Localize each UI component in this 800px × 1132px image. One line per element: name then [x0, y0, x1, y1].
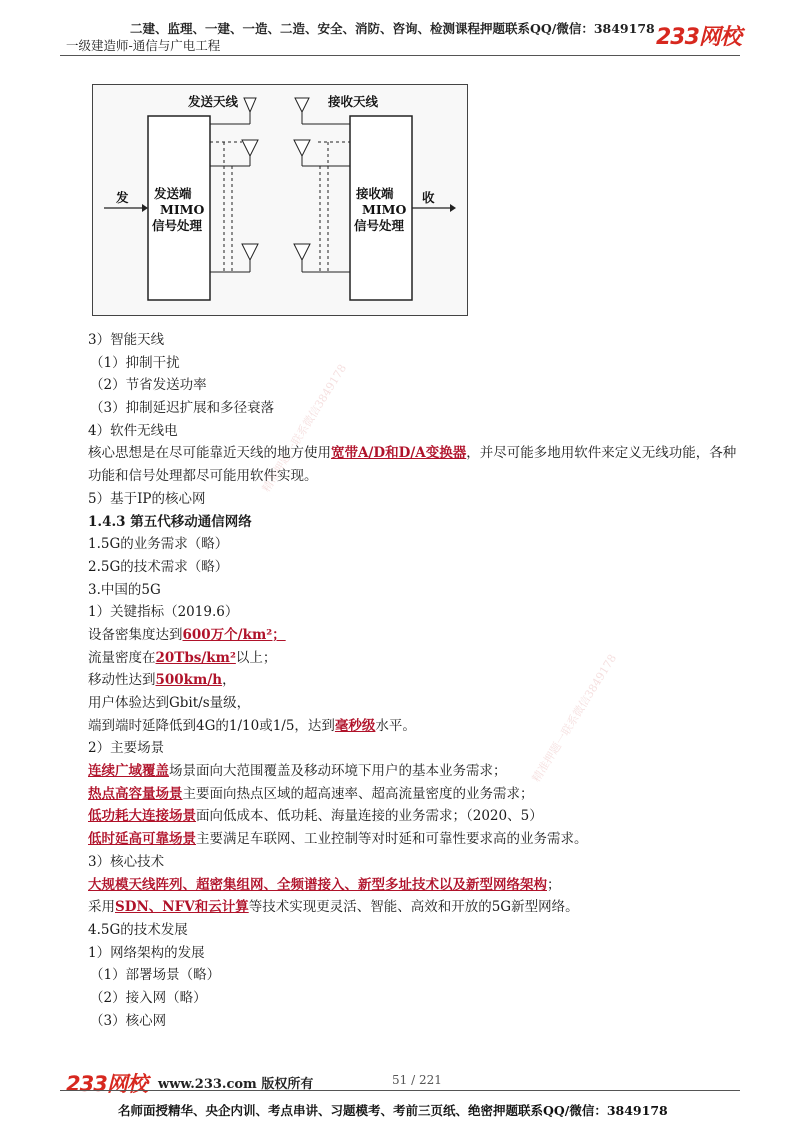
text-line: 2.5G的技术需求（略）: [88, 558, 229, 575]
text-line: 低时延高可靠场景主要满足车联网、工业控制等对时延和可靠性要求高的业务需求。: [88, 831, 588, 848]
highlight: 热点高容量场景: [88, 785, 183, 802]
rx-block-line: MIMO: [362, 202, 407, 217]
footer-site[interactable]: www.233.com 版权所有: [158, 1077, 314, 1092]
header-divider: [60, 55, 740, 56]
text-line: 移动性达到500km/h，: [88, 672, 236, 689]
text-line: （2）接入网（略）: [90, 989, 207, 1006]
footer-divider: [60, 1090, 740, 1091]
text-line: 设备密集度达到600万个/km²；: [88, 626, 286, 643]
highlight: 20Tbs/km²: [155, 649, 236, 666]
header-courses-line: 二建、监理、一建、一造、二造、安全、消防、咨询、检测课程押题联系QQ/微信：3849178: [130, 21, 655, 36]
text-line: 3）智能天线: [88, 332, 165, 348]
paragraph-sdr: 核心思想是在尽可能靠近天线的地方使用宽带A/D和D/A变换器，并尽可能多地用软件来定义无线功能，各种功能和信号处理都尽可能用软件实现。: [88, 445, 737, 485]
watermark: 精准押题一联系微信3849178: [529, 652, 620, 785]
text-line: 3）核心技术: [88, 853, 165, 870]
document-body: [88, 329, 748, 1032]
text-line: 1）关键指标（2019.6）: [88, 604, 239, 621]
text-line: 4.5G的技术发展: [88, 921, 188, 938]
highlight: 大规模天线阵列、超密集组网、全频谱接入、新型多址技术以及新型网络架构: [88, 876, 547, 893]
tx-block-line: MIMO: [160, 202, 205, 217]
text-line: （1）抑制干扰: [90, 354, 180, 371]
tx-block-line: 信号处理: [152, 218, 203, 233]
text-line: 5）基于IP的核心网: [88, 490, 206, 507]
text-line: （3）核心网: [90, 1012, 167, 1029]
text-line: 3.中国的5G: [88, 581, 161, 598]
text-line: （3）抑制延迟扩展和多径衰落: [90, 400, 275, 417]
text-line: 连续广域覆盖场景面向大范围覆盖及移动环境下用户的基本业务需求；: [88, 763, 507, 780]
text-line: 大规模天线阵列、超密集组网、全频谱接入、新型多址技术以及新型网络架构；: [88, 876, 561, 893]
site-logo: 233网校: [656, 25, 741, 50]
highlight: SDN、NFV和云计算: [115, 899, 249, 916]
text-line: 4）软件无线电: [88, 422, 178, 439]
text-line: 用户体验达到Gbit/s量级，: [88, 695, 251, 712]
section-heading: 1.4.3 第五代移动通信网络: [88, 513, 252, 530]
highlight: 低时延高可靠场景: [88, 831, 196, 848]
text-line: 采用SDN、NFV和云计算等技术实现更灵活、智能、高效和开放的5G新型网络。: [88, 899, 579, 916]
tx-block-line: 发送端: [154, 186, 192, 201]
text-line: 流量密度在20Tbs/km²以上；: [88, 649, 277, 666]
footer-services: 名师面授精华、央企内训、考点串讲、习题模考、考前三页纸、绝密押题联系QQ/微信：3849178: [118, 1103, 668, 1118]
text-line: 热点高容量场景主要面向热点区域的超高速率、超高流量密度的业务需求；: [88, 785, 534, 802]
rx-antenna-label: 接收天线: [328, 94, 379, 109]
text-line: 1.5G的业务需求（略）: [88, 536, 229, 553]
highlight: 毫秒级: [334, 717, 376, 734]
highlight: 500km/h: [155, 672, 223, 689]
text-line: （1）部署场景（略）: [90, 967, 221, 984]
page-number: 51 / 221: [392, 1073, 442, 1087]
highlight: 600万个/km²；: [182, 626, 286, 643]
rx-block-line: 信号处理: [354, 218, 405, 233]
mimo-diagram: [92, 84, 468, 316]
text-line: 1）网络架构的发展: [88, 944, 205, 961]
rx-block-line: 接收端: [356, 186, 394, 201]
text-line: 2）主要场景: [88, 740, 165, 757]
watermark: 精准押题一联系微信3849178: [259, 362, 350, 495]
text-line: （2）节省发送功率: [90, 377, 207, 394]
highlight: 低功耗大连接场景: [88, 808, 196, 825]
highlight: 宽带A/D和D/A变换器: [331, 445, 467, 462]
header-subject: 一级建造师-通信与广电工程: [66, 38, 221, 53]
text-line: 端到端时延降低到4G的1/10或1/5，达到毫秒级水平。: [88, 717, 416, 734]
text-line: 低功耗大连接场景面向低成本、低功耗、海量连接的业务需求；（2020、5）: [88, 808, 543, 825]
output-label: 收: [422, 190, 435, 205]
tx-antenna-label: 发送天线: [188, 94, 239, 109]
footer-logo: 233网校: [66, 1072, 147, 1096]
input-label: 发: [116, 190, 129, 205]
highlight: 连续广域覆盖: [88, 763, 169, 780]
